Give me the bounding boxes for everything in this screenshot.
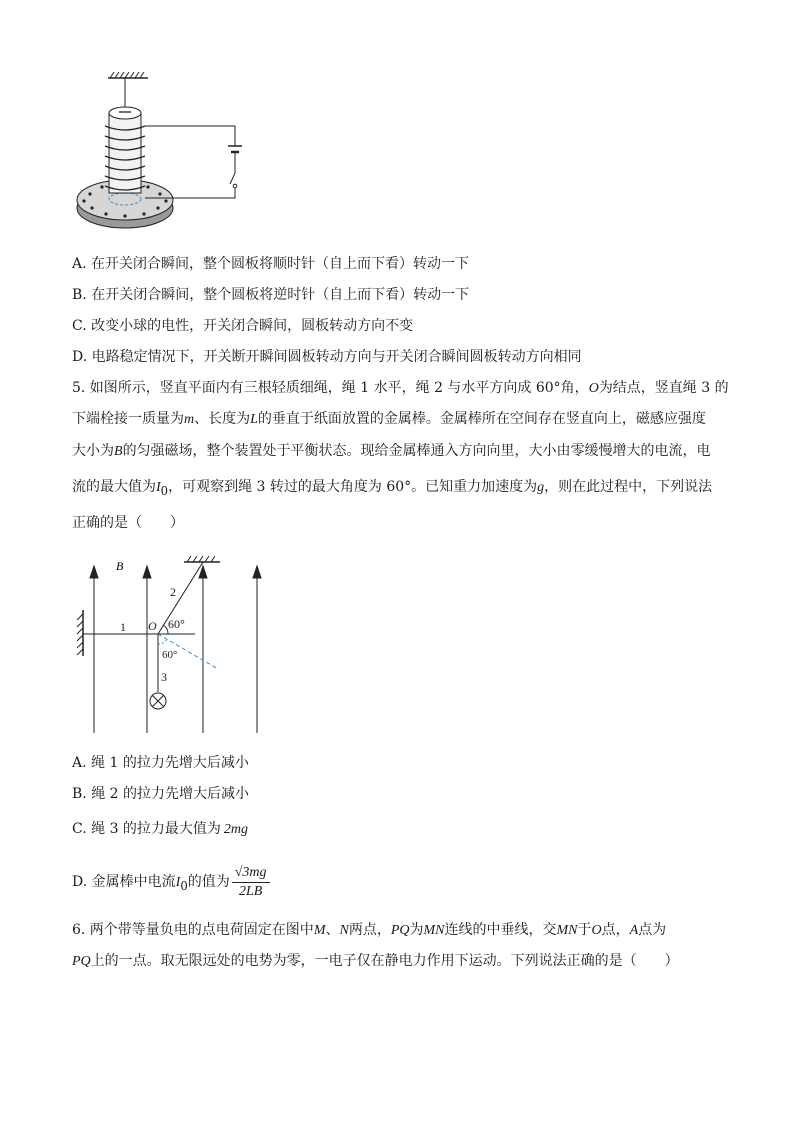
q5-line-4: 流的最大值为$I_0$，可观察到绳 3 转过的最大角度为 60°。已知重力加速度为g，则在此过程中，下列说法 <box>72 479 713 498</box>
rope-1-label: 1 <box>120 620 126 634</box>
q6-line-1: 6. 两个带等量负电的点电荷固定在图中M、N两点，PQ为MN连线的中垂线，交MN于O点，A点为 <box>72 922 667 938</box>
option-d: D. 电路稳定情况下，开关断开瞬间圆板转动方向与开关闭合瞬间圆板转动方向相同 <box>72 349 582 365</box>
q5-line-3: 大小为B的匀强磁场，整个装置处于平衡状态。现给金属棒通入方向向里，大小由零缓慢增大的电流，电 <box>72 443 711 459</box>
option-a: A. 在开关闭合瞬间，整个圆板将顺时针（自上而下看）转动一下 <box>72 256 470 272</box>
current-fraction: $\frac{√3mg}{2LB}$ <box>232 864 270 901</box>
option-c: C. 改变小球的电性，开关闭合瞬间，圆板转动方向不变 <box>72 318 414 334</box>
rope-3-label: 3 <box>161 670 167 684</box>
field-label-b: B <box>116 559 124 573</box>
q5-option-b: B. 绳 2 的拉力先增大后减小 <box>72 786 249 802</box>
q5-line-5: 正确的是（ ） <box>72 515 184 531</box>
q5-line-2: 下端栓接一质量为m、长度为L的垂直于纸面放置的金属棒。金属棒所在空间存在竖直向上，磁感应强度 <box>72 411 706 427</box>
angle-top-label: 60° <box>168 617 185 631</box>
knot-o-label: O <box>148 619 157 633</box>
option-b: B. 在开关闭合瞬间，整个圆板将逆时针（自上而下看）转动一下 <box>72 287 470 303</box>
rope-2-label: 2 <box>170 585 176 599</box>
rope-field-figure <box>70 548 270 738</box>
coil-disk-figure <box>70 68 250 238</box>
q5-line-1: 5. 如图所示，竖直平面内有三根轻质细绳，绳 1 水平，绳 2 与水平方向成 60°角，O为结点，竖直绳 3 的 <box>72 380 729 396</box>
q5-option-a: A. 绳 1 的拉力先增大后减小 <box>72 755 249 771</box>
angle-bottom-label: 60° <box>162 649 178 661</box>
q5-option-c: C. 绳 3 的拉力最大值为 2mg <box>72 821 249 837</box>
q6-line-2: PQ上的一点。取无限远处的电势为零，一电子仅在静电力作用下运动。下列说法正确的是（ ） <box>72 953 679 969</box>
q5-option-d: D. 金属棒中电流$I_0$的值为 $\frac{√3mg}{2LB}$ <box>72 862 270 906</box>
